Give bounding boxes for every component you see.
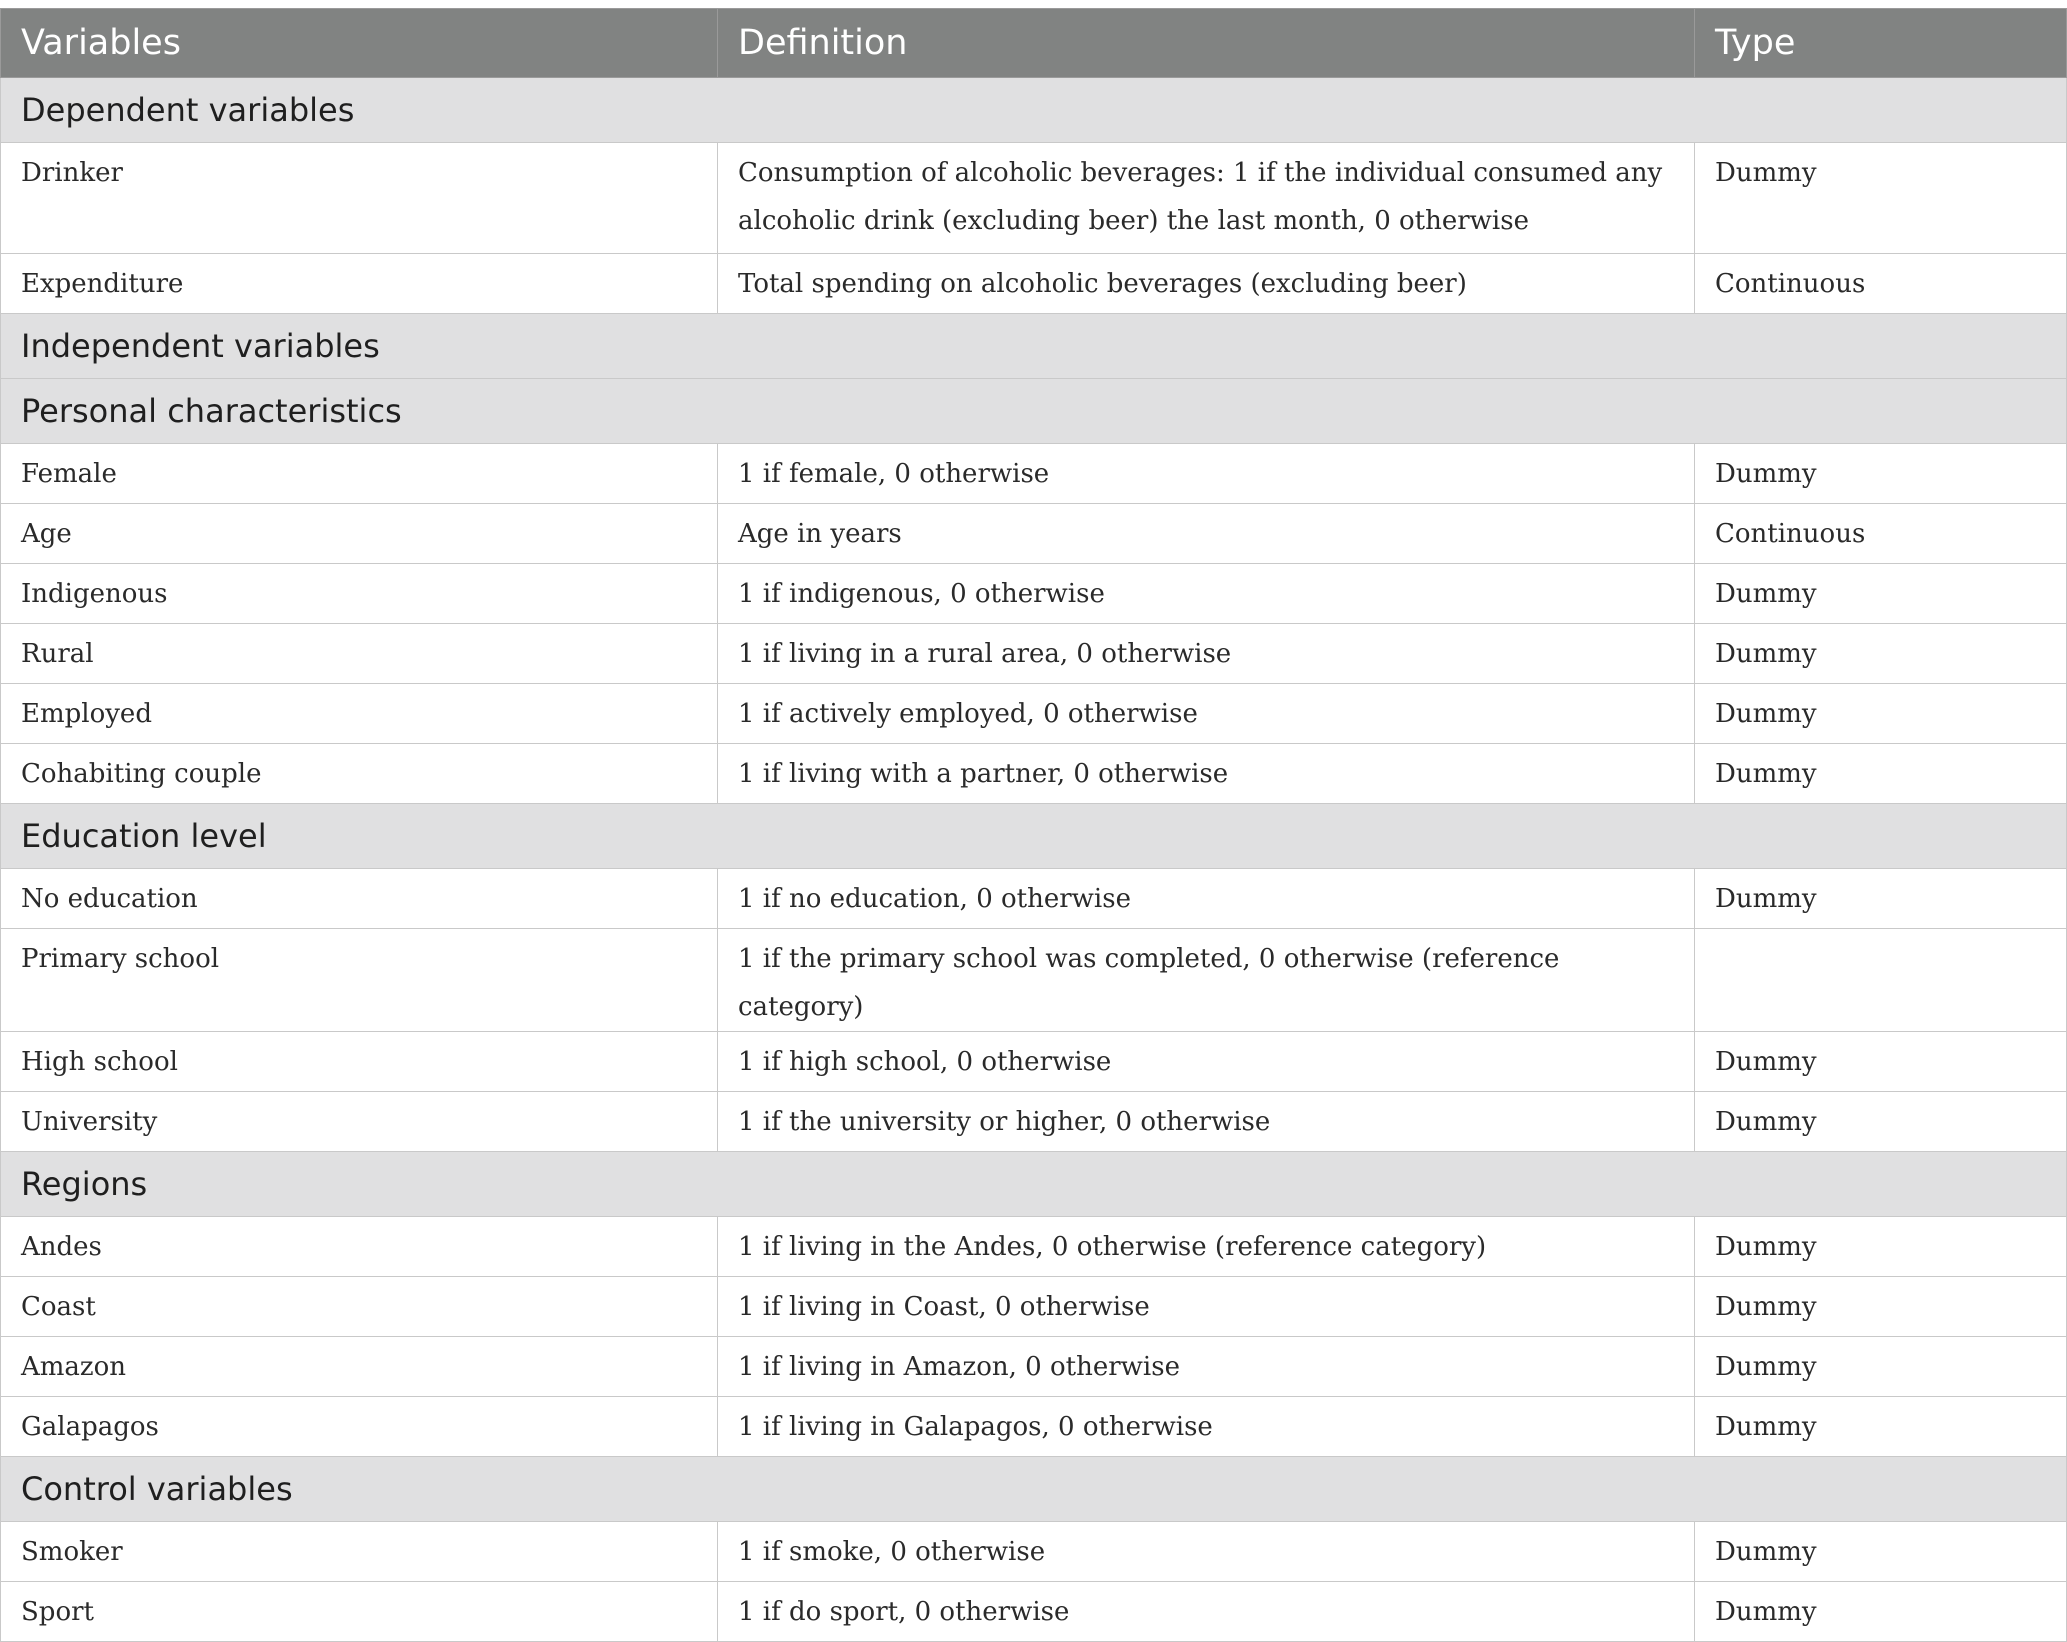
type-cell: Dummy — [1695, 1277, 2067, 1337]
section-header-row — [1, 78, 2067, 143]
table-row — [1, 504, 2067, 564]
section-label: Dependent variables — [1, 78, 2067, 143]
table-row — [1, 1092, 2067, 1152]
definition-cell: 1 if the primary school was completed, 0 otherwise (reference category) — [718, 929, 1695, 1032]
type-cell: Dummy — [1695, 1092, 2067, 1152]
definition-cell: Total spending on alcoholic beverages (excluding beer) — [718, 254, 1695, 314]
table-row — [1, 869, 2067, 929]
type-cell: Dummy — [1695, 1337, 2067, 1397]
variable-cell: Amazon — [1, 1337, 718, 1397]
variable-cell: Galapagos — [1, 1397, 718, 1457]
section-header-row — [1, 314, 2067, 379]
variable-cell: Sport — [1, 1582, 718, 1642]
table-row — [1, 1397, 2067, 1457]
type-cell: Dummy — [1695, 1522, 2067, 1582]
type-cell: Continuous — [1695, 504, 2067, 564]
table-row — [1, 684, 2067, 744]
type-cell: Continuous — [1695, 254, 2067, 314]
type-cell: Dummy — [1695, 444, 2067, 504]
variable-cell: Expenditure — [1, 254, 718, 314]
definition-cell: 1 if living in a rural area, 0 otherwise — [718, 624, 1695, 684]
definition-cell: 1 if the university or higher, 0 otherwise — [718, 1092, 1695, 1152]
table-header — [1, 9, 2067, 78]
definition-cell: 1 if female, 0 otherwise — [718, 444, 1695, 504]
table-row — [1, 929, 2067, 1032]
section-label: Personal characteristics — [1, 379, 2067, 444]
definition-cell: 1 if indigenous, 0 otherwise — [718, 564, 1695, 624]
variable-cell: Age — [1, 504, 718, 564]
table-row — [1, 564, 2067, 624]
definition-cell: 1 if high school, 0 otherwise — [718, 1032, 1695, 1092]
section-header-row — [1, 804, 2067, 869]
table-row — [1, 444, 2067, 504]
header-row — [1, 9, 2067, 78]
column-header-variables: Variables — [1, 9, 718, 78]
definition-cell: 1 if no education, 0 otherwise — [718, 869, 1695, 929]
table-row — [1, 1582, 2067, 1642]
section-label: Education level — [1, 804, 2067, 869]
table-row — [1, 1032, 2067, 1092]
type-cell: Dummy — [1695, 624, 2067, 684]
definition-cell: 1 if living in Galapagos, 0 otherwise — [718, 1397, 1695, 1457]
table-row — [1, 1217, 2067, 1277]
variable-cell: Female — [1, 444, 718, 504]
variable-cell: Cohabiting couple — [1, 744, 718, 804]
variable-cell: No education — [1, 869, 718, 929]
section-header-row — [1, 379, 2067, 444]
definition-cell: Consumption of alcoholic beverages: 1 if the individual consumed any alcoholic drink (excluding beer) the last month, 0 otherwise — [718, 143, 1695, 254]
variables-table — [0, 8, 2067, 1642]
table-body — [1, 78, 2067, 1642]
section-header-row — [1, 1457, 2067, 1522]
type-cell: Dummy — [1695, 1397, 2067, 1457]
type-cell: Dummy — [1695, 684, 2067, 744]
definition-cell: 1 if living with a partner, 0 otherwise — [718, 744, 1695, 804]
section-label: Regions — [1, 1152, 2067, 1217]
variable-cell: Andes — [1, 1217, 718, 1277]
variable-cell: Drinker — [1, 143, 718, 254]
variable-cell: University — [1, 1092, 718, 1152]
table-row — [1, 1337, 2067, 1397]
section-label: Independent variables — [1, 314, 2067, 379]
type-cell: Dummy — [1695, 564, 2067, 624]
type-cell: Dummy — [1695, 869, 2067, 929]
definition-cell: 1 if smoke, 0 otherwise — [718, 1522, 1695, 1582]
table-row — [1, 1277, 2067, 1337]
type-cell: Dummy — [1695, 143, 2067, 254]
type-cell — [1695, 929, 2067, 1032]
definition-cell: 1 if do sport, 0 otherwise — [718, 1582, 1695, 1642]
variable-cell: Smoker — [1, 1522, 718, 1582]
definition-cell: 1 if living in Coast, 0 otherwise — [718, 1277, 1695, 1337]
variable-cell: Coast — [1, 1277, 718, 1337]
type-cell: Dummy — [1695, 744, 2067, 804]
type-cell: Dummy — [1695, 1217, 2067, 1277]
variable-cell: Rural — [1, 624, 718, 684]
variables-table-container — [0, 8, 2066, 1642]
definition-cell: 1 if living in Amazon, 0 otherwise — [718, 1337, 1695, 1397]
column-header-type: Type — [1695, 9, 2067, 78]
column-header-definition: Definition — [718, 9, 1695, 78]
variable-cell: Primary school — [1, 929, 718, 1032]
type-cell: Dummy — [1695, 1582, 2067, 1642]
table-row — [1, 143, 2067, 254]
type-cell: Dummy — [1695, 1032, 2067, 1092]
variable-cell: High school — [1, 1032, 718, 1092]
definition-cell: Age in years — [718, 504, 1695, 564]
variable-cell: Indigenous — [1, 564, 718, 624]
section-label: Control variables — [1, 1457, 2067, 1522]
section-header-row — [1, 1152, 2067, 1217]
table-row — [1, 744, 2067, 804]
definition-cell: 1 if living in the Andes, 0 otherwise (reference category) — [718, 1217, 1695, 1277]
table-row — [1, 254, 2067, 314]
definition-cell: 1 if actively employed, 0 otherwise — [718, 684, 1695, 744]
table-row — [1, 1522, 2067, 1582]
variable-cell: Employed — [1, 684, 718, 744]
table-row — [1, 624, 2067, 684]
